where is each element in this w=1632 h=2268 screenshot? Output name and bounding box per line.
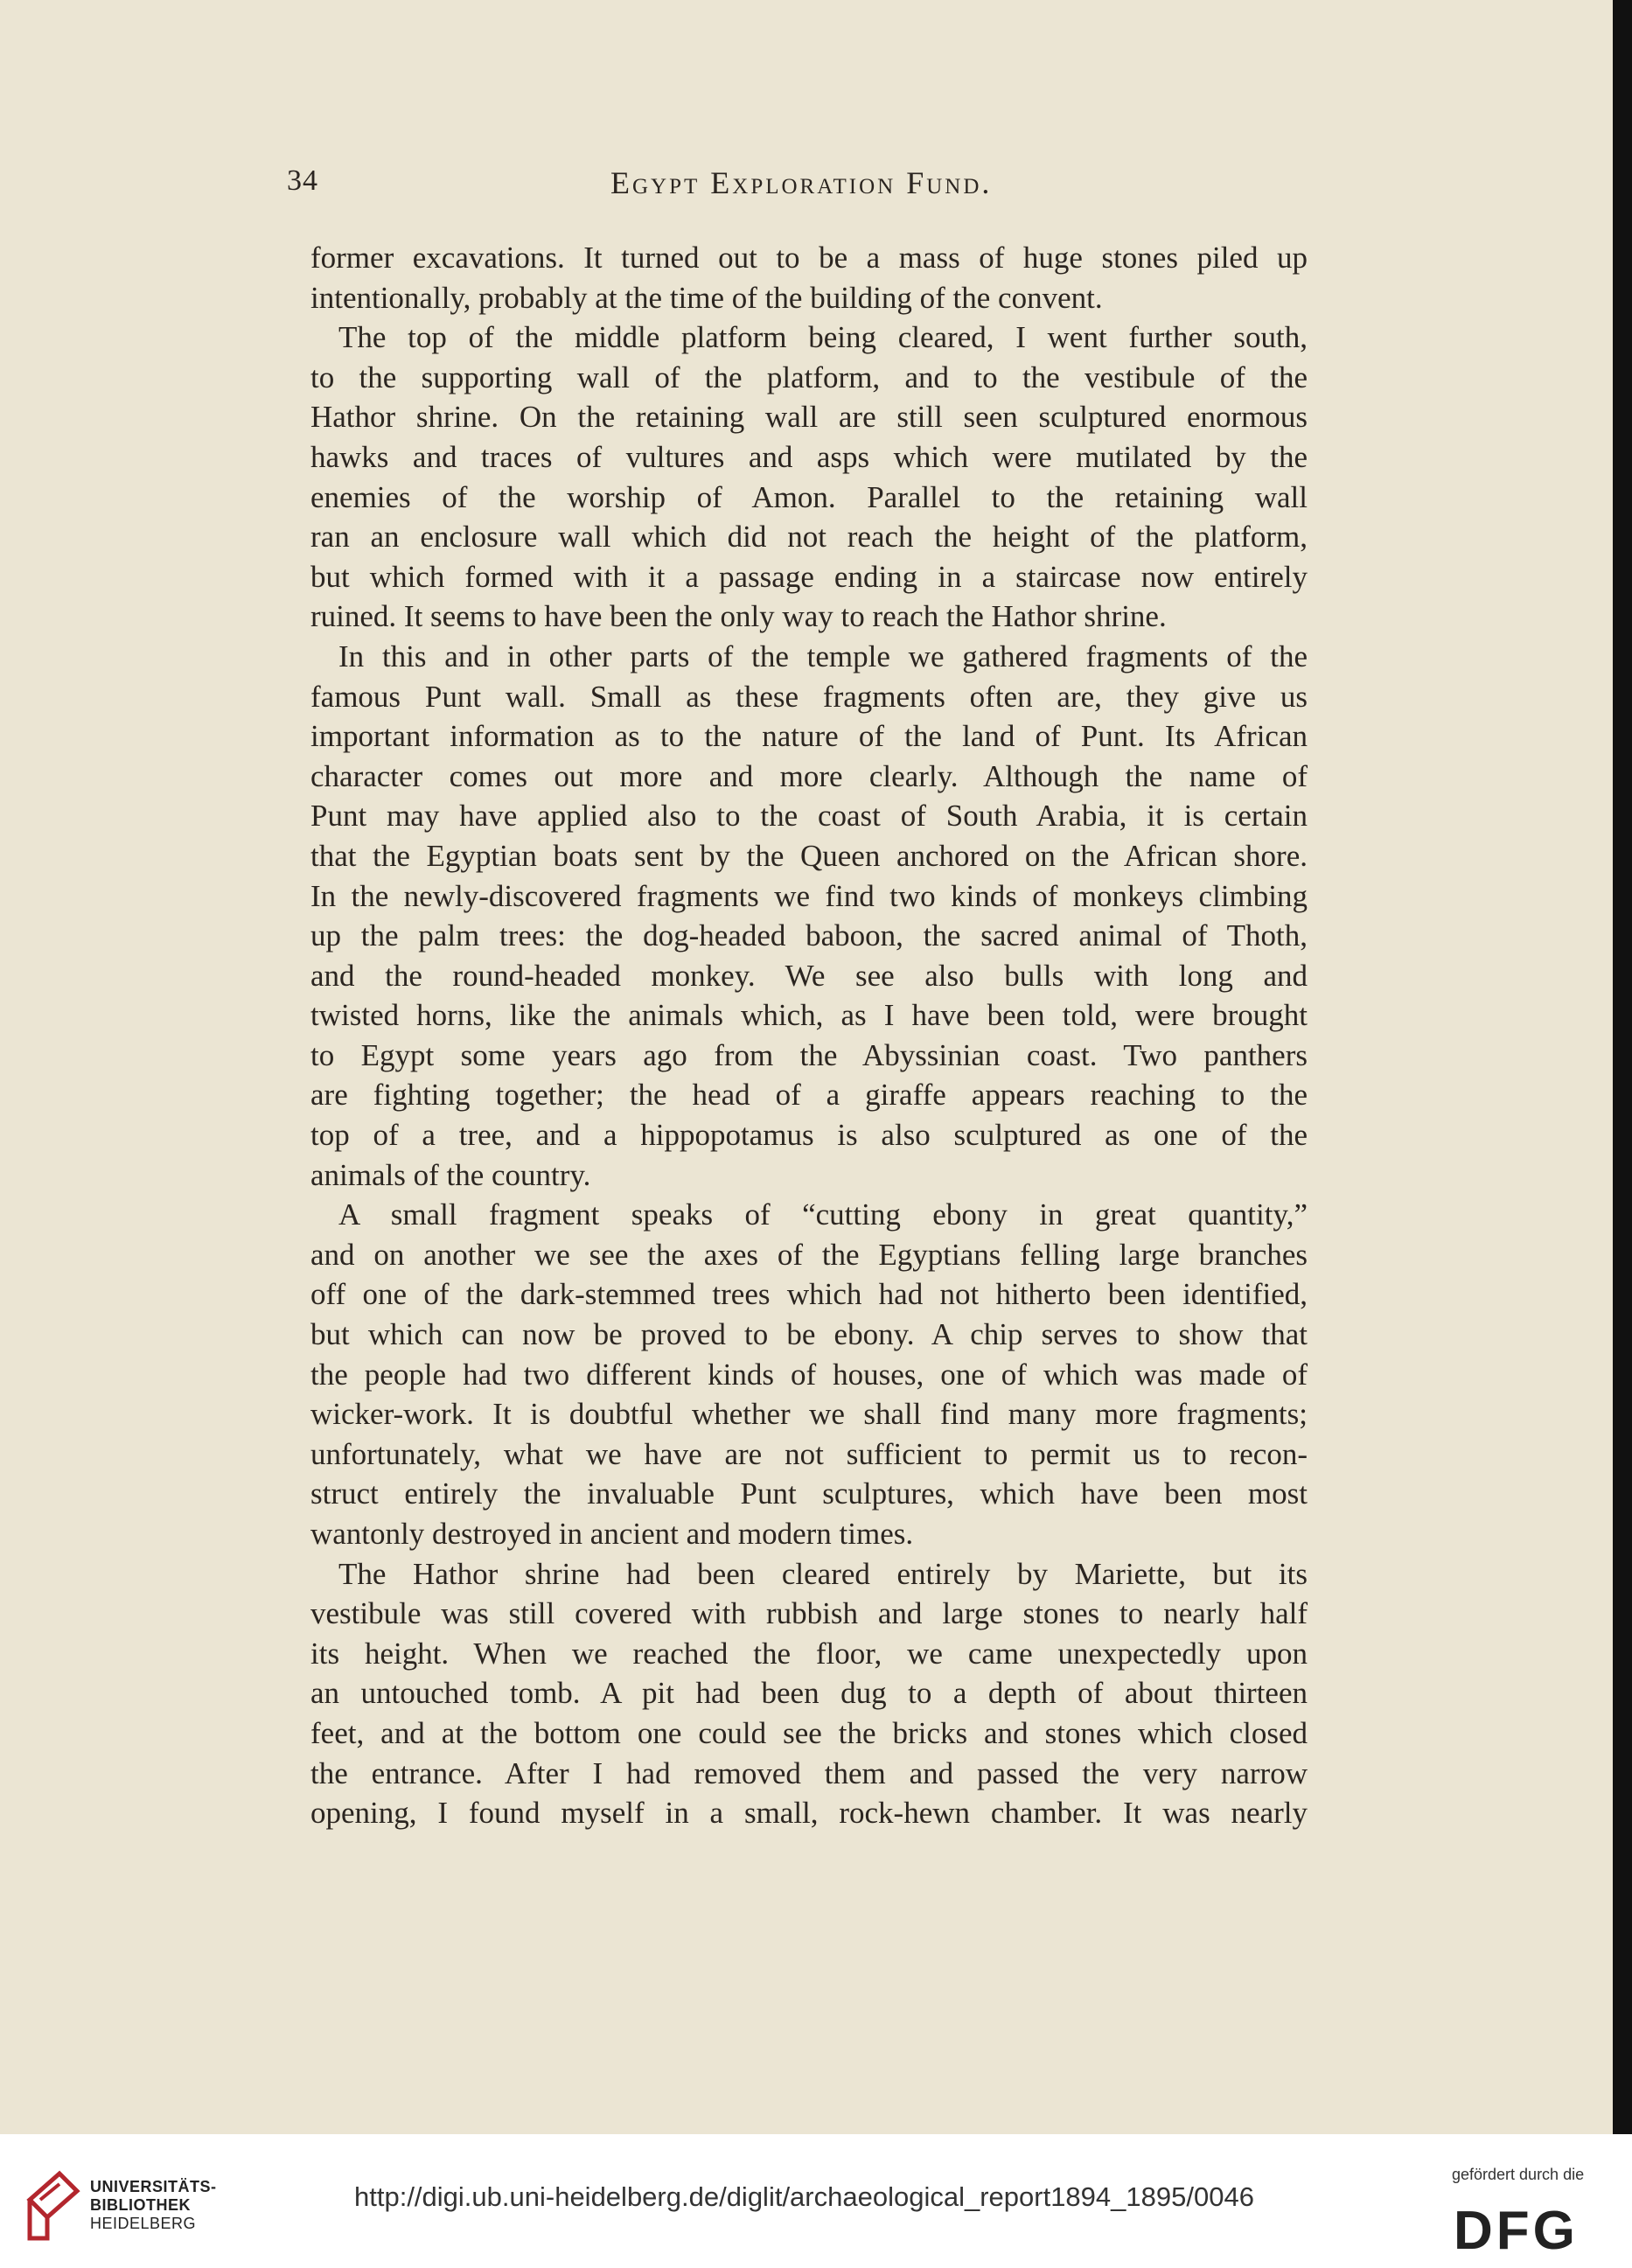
text-line: and on another we see the axes of the Egyptians felling large branches [310, 1237, 1308, 1272]
text-line: to the supporting wall of the platform, and to the vestibule of the [310, 359, 1308, 394]
text-line: character comes out more and more clearly. Although the name of [310, 758, 1308, 793]
text-line: enemies of the worship of Amon. Parallel to the retaining wall [310, 479, 1308, 514]
text-line: wantonly destroyed in ancient and modern times. [310, 1517, 914, 1551]
paragraph [310, 637, 1308, 1195]
funder-label: gefördert durch die [1452, 2166, 1585, 2183]
text-line: top of a tree, and a hippopotamus is also sculptured as one of the [310, 1118, 1308, 1153]
text-line: important information as to the nature of the land of Punt. Its African [310, 719, 1308, 754]
text-line: feet, and at the bottom one could see the bricks and stones which closed [310, 1715, 1308, 1750]
text-line: are fighting together; the head of a giraffe appears reaching to the [310, 1078, 1308, 1113]
text-line: hawks and traces of vultures and asps which were mutilated by the [310, 439, 1308, 474]
text-line: wicker-work. It is doubtful whether we shall find many more fragments; [310, 1397, 1308, 1432]
text-line: intentionally, probably at the time of the building of the convent. [310, 280, 1103, 315]
text-line: animals of the country. [310, 1157, 591, 1192]
text-line: The Hathor shrine had been cleared entirely by Mariette, but its [338, 1556, 1308, 1591]
text-line: unfortunately, what we have are not sufficient to permit us to recon- [310, 1436, 1308, 1471]
text-line: ran an enclosure wall which did not reach the height of the platform, [310, 520, 1308, 555]
text-line: off one of the dark-stemmed trees which had not hitherto been identified, [310, 1277, 1308, 1312]
library-name [90, 2178, 217, 2233]
text-line: vestibule was still covered with rubbish and large stones to nearly half [310, 1596, 1308, 1631]
text-line: Punt may have applied also to the coast of South Arabia, it is certain [310, 799, 1308, 834]
text-line: but which can now be proved to be ebony. A chip serves to show that [310, 1317, 1308, 1352]
text-line: opening, I found myself in a small, rock-hewn chamber. It was nearly [310, 1796, 1308, 1831]
dfg-logo: DFG [1454, 2201, 1579, 2261]
text-line: ruined. It seems to have been the only way to reach the Hathor shrine. [310, 599, 1167, 634]
text-line: A small fragment speaks of “cutting ebony in great quantity,” [338, 1197, 1308, 1232]
text-line: up the palm trees: the dog-headed baboon, the sacred animal of Thoth, [310, 918, 1308, 953]
scan-edge [1613, 0, 1632, 2134]
text-line: famous Punt wall. Small as these fragments often are, they give us [310, 679, 1308, 714]
paragraph [310, 318, 1308, 637]
text-line: In this and in other parts of the temple we gathered fragments of the [338, 639, 1308, 673]
permalink-url[interactable]: http://digi.ub.uni-heidelberg.de/diglit/archaeological_report1894_1895/0046 [354, 2181, 1254, 2212]
text-line: Hathor shrine. On the retaining wall are still seen sculptured enormous [310, 400, 1308, 435]
text-line: an untouched tomb. A pit had been dug to a depth of about thirteen [310, 1676, 1308, 1711]
text-line: and the round-headed monkey. We see also bulls with long and [310, 958, 1308, 993]
text-line: its height. When we reached the floor, we came unexpectedly upon [310, 1636, 1308, 1671]
library-line-3: HEIDELBERG [90, 2215, 197, 2232]
page-number: 34 [287, 164, 318, 197]
text-line: the people had two different kinds of houses, one of which was made of [310, 1357, 1308, 1392]
text-line: former excavations. It turned out to be a mass of huge stones piled up [310, 241, 1308, 275]
running-title: Egypt Exploration Fund. [610, 165, 993, 200]
paragraph [310, 238, 1308, 318]
library-line-1: UNIVERSITÄTS- [90, 2178, 217, 2195]
text-line: the entrance. After I had removed them and passed the very narrow [310, 1755, 1308, 1790]
paragraph [310, 1195, 1308, 1553]
text-line: twisted horns, like the animals which, as I have been told, were brought [310, 998, 1308, 1033]
text-line: struct entirely the invaluable Punt sculptures, which have been most [310, 1476, 1308, 1511]
text-line: The top of the middle platform being cleared, I went further south, [338, 320, 1308, 355]
page-header [287, 164, 1328, 208]
text-line: In the newly-discovered fragments we find two kinds of monkeys climbing [310, 878, 1308, 913]
text-line: to Egypt some years ago from the Abyssinian coast. Two panthers [310, 1037, 1308, 1072]
text-line: that the Egyptian boats sent by the Queen anchored on the African shore. [310, 838, 1308, 873]
paragraph [310, 1554, 1308, 1833]
body-text [310, 238, 1308, 1833]
university-library-logo-icon [24, 2165, 82, 2244]
text-line: but which formed with it a passage ending in a staircase now entirely [310, 559, 1308, 594]
library-line-2: BIBLIOTHEK [90, 2196, 191, 2214]
